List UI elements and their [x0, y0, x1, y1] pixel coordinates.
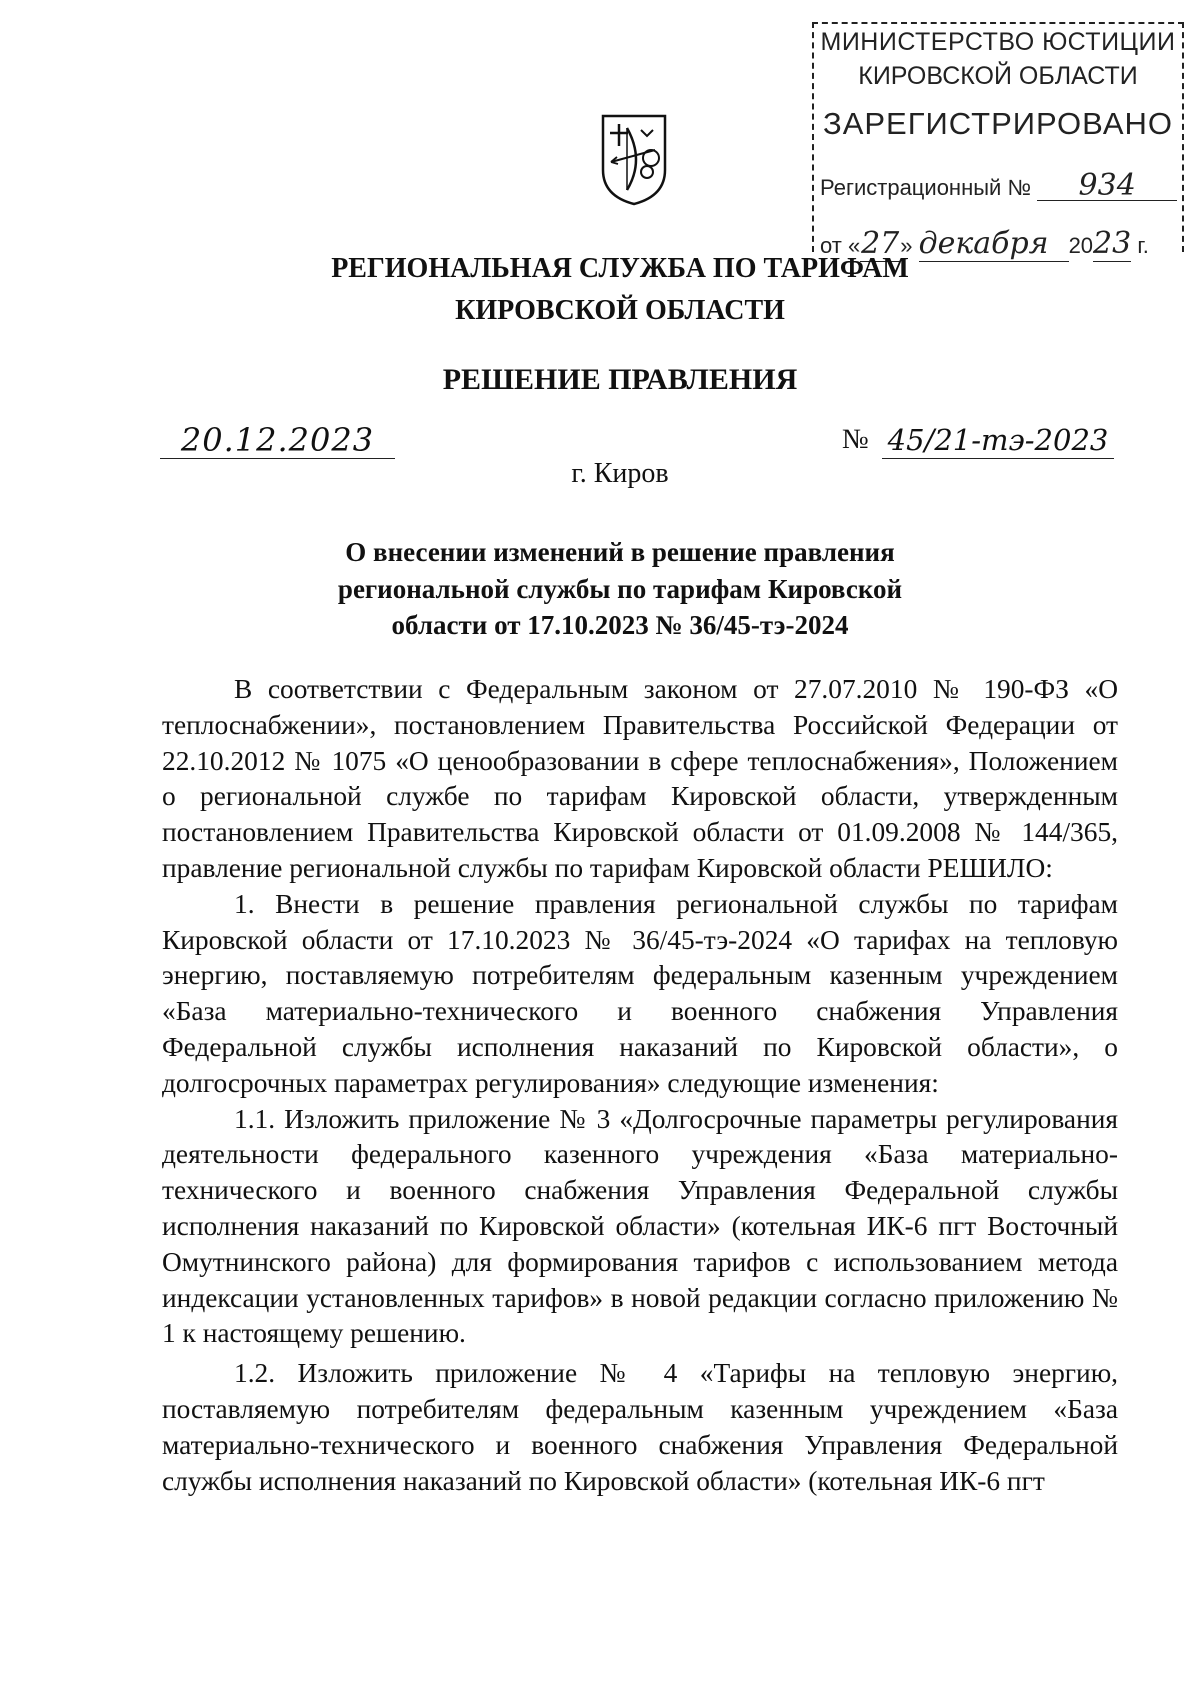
body-paragraph-item-1-2: 1.2. Изложить приложение № 4 «Тарифы на тепловую энергию, поставляемую потребителям федеральным казенным учреждением «База материально-технического и военного снабжения Управления Федеральной службы исполнения наказаний по Кировской области» (котельная ИК-6 пгт: [162, 1358, 1118, 1496]
subject-line3: области от 17.10.2023 № 36/45-тэ-2024: [391, 610, 849, 640]
stamp-date-prefix: от «: [820, 233, 861, 258]
document-body: [162, 672, 1118, 1499]
document-kind-title: РЕШЕНИЕ ПРАВЛЕНИЯ: [442, 363, 798, 396]
stamp-ministry-line2: КИРОВСКОЙ ОБЛАСТИ: [858, 62, 1138, 90]
registration-stamp: [812, 22, 1184, 261]
organization-name-line1: РЕГИОНАЛЬНАЯ СЛУЖБА ПО ТАРИФАМ: [331, 253, 909, 284]
stamp-ministry-line1: МИНИСТЕРСТВО ЮСТИЦИИ: [820, 28, 1176, 56]
stamp-date-month: декабря: [919, 226, 1069, 262]
stamp-reg-number: 934: [1037, 172, 1177, 201]
stamp-date-year-prefix: 20: [1068, 233, 1094, 258]
body-paragraph-item-1-1: 1.1. Изложить приложение № 3 «Долгосрочные параметры регулирования деятельности федерального казенного учреждения «База материально-технического и военного снабжения Управления Федеральной службы исполнения наказаний по Кировской области» (котельная ИК-6 пгт Восточный Омутнинского района) для формирования тарифов с использованием метода индексации установленных тарифов» в новой редакции согласно приложению № 1 к настоящему решению.: [162, 1103, 1118, 1349]
stamp-date-mid: »: [900, 233, 913, 258]
document-number: 45/21-тэ-2023: [882, 422, 1114, 459]
document-date: 20.12.2023: [160, 422, 395, 459]
body-paragraph-preamble: В соответствии с Федеральным законом от 27.07.2010 № 190-ФЗ «О теплоснабжении», постановлением Правительства Российской Федерации от 22.10.2012 № 1075 «О ценообразовании в сфере теплоснабжения», Положением о региональной службе по тарифам Кировской области, утвержденным постановлением Правительства Кировской области от 01.09.2008 № 144/365, правление региональной службы по тарифам Кировской области РЕШИЛО:: [162, 674, 1118, 883]
stamp-reg-label: Регистрационный №: [820, 175, 1032, 200]
coat-of-arms-emblem: [597, 112, 671, 207]
stamp-date-day: 27: [861, 226, 900, 261]
subject-line2: региональной службы по тарифам Кировской: [337, 573, 903, 604]
stamp-status: ЗАРЕГИСТРИРОВАНО: [822, 106, 1173, 141]
stamp-date-year: 23: [1093, 226, 1132, 261]
document-city: г. Киров: [571, 458, 669, 489]
body-paragraph-item-1: 1. Внести в решение правления региональной службы по тарифам Кировской области от 17.10.2023 № 36/45-тэ-2024 «О тарифах на тепловую энергию, поставляемую потребителям федеральным казенным учреждением «База материально-технического и военного снабжения Управления Федеральной службы исполнения наказаний по Кировской области», о долгосрочных параметрах регулирования» следующие изменения:: [162, 888, 1118, 1098]
stamp-registration-row: [820, 168, 1177, 203]
organization-name-line2: КИРОВСКОЙ ОБЛАСТИ: [455, 295, 785, 326]
document-subject: [300, 534, 940, 644]
document-number-label: №: [842, 424, 869, 455]
stamp-date-suffix: г.: [1137, 233, 1149, 258]
subject-line1: О внесении изменений в решение правления: [345, 537, 895, 567]
